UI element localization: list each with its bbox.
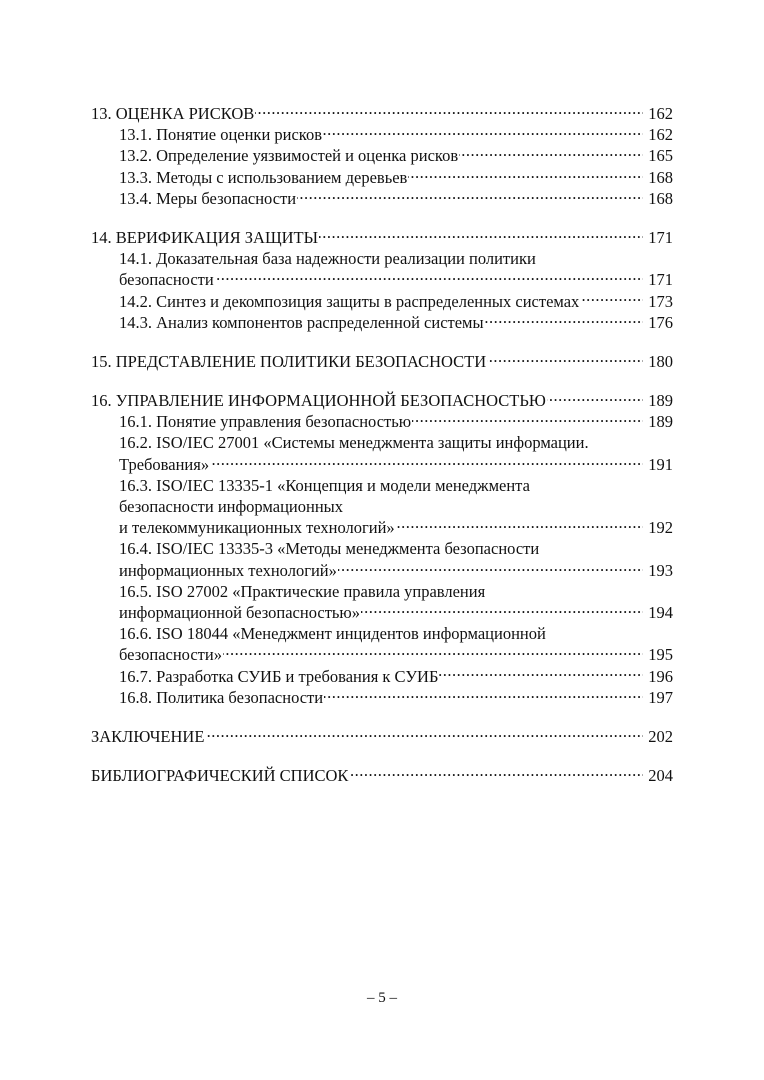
toc-page-number: 196 [648, 666, 673, 686]
toc-page-number: 162 [648, 104, 673, 123]
toc-entry-title: 16.1. Понятие управления безопасностью [119, 412, 412, 432]
toc-entry[interactable] [91, 765, 673, 786]
toc-page-number: 171 [648, 227, 673, 247]
toc-subentry[interactable] [91, 312, 673, 333]
toc-section [91, 351, 673, 372]
toc-page-number: 191 [648, 454, 673, 474]
toc-section [91, 726, 673, 747]
toc-entry-title: Требования» [119, 454, 210, 474]
toc-entry-title: 16.8. Политика безопасности [119, 687, 324, 707]
toc-page-number: 192 [648, 518, 673, 538]
toc-entry[interactable] [91, 351, 673, 372]
toc-entry-title: и телекоммуникационных технологий» [119, 518, 395, 538]
toc-entry-title: ЗАКЛЮЧЕНИЕ [91, 726, 205, 746]
toc-entry-title: безопасности информационных [119, 497, 343, 516]
toc-entry-title: 13.2. Определение уязвимостей и оценка рисков [119, 146, 459, 166]
toc-page-number: 176 [648, 312, 673, 332]
toc-entry-title: 15. ПРЕДСТАВЛЕНИЕ ПОЛИТИКИ БЕЗОПАСНОСТИ [91, 351, 487, 371]
toc-entry-title: 14.2. Синтез и декомпозиция защиты в распределенных системах [119, 291, 580, 311]
toc-subentry[interactable] [91, 560, 673, 581]
toc-entry-title: 13.4. Меры безопасности [119, 188, 297, 208]
toc-subentry[interactable] [91, 411, 673, 432]
toc-entry-title: информационной безопасностью» [119, 602, 361, 622]
toc-entry-title: 14.1. Доказательная база надежности реализации политики [119, 249, 536, 269]
toc-entry-title: 16. УПРАВЛЕНИЕ ИНФОРМАЦИОННОЙ БЕЗОПАСНОСТЬЮ [91, 391, 546, 411]
toc-entry-title: 16.6. ISO 18044 «Менеджмент инцидентов информационной [119, 624, 546, 644]
toc-entry-title: 16.4. ISO/IEC 13335-3 «Методы менеджмента безопасности [119, 539, 540, 559]
toc-subentry[interactable] [91, 454, 673, 475]
toc-page-number: 194 [648, 602, 673, 622]
toc-entry-title: БИБЛИОГРАФИЧЕСКИЙ СПИСОК [91, 766, 349, 786]
toc-section [91, 765, 673, 786]
toc-page-number: 180 [648, 351, 673, 371]
toc-entry[interactable] [91, 726, 673, 747]
toc-page-number: 173 [648, 291, 673, 311]
table-of-contents [91, 103, 673, 804]
toc-entry-title: 16.3. ISO/IEC 13335-1 «Концепция и модели менеджмента [119, 475, 530, 495]
toc-page-number: 168 [648, 188, 673, 208]
toc-page-number: 189 [648, 391, 673, 411]
toc-page-number: 197 [648, 687, 673, 707]
toc-entry-title: 14. ВЕРИФИКАЦИЯ ЗАЩИТЫ [91, 227, 318, 247]
toc-subentry[interactable] [91, 432, 673, 453]
toc-entry-title: 16.7. Разработка СУИБ и требования к СУИБ [119, 666, 439, 686]
toc-entry-title: информационных технологий» [119, 560, 337, 580]
toc-page-number: 204 [648, 766, 673, 786]
toc-section [91, 390, 673, 708]
toc-subentry[interactable] [91, 687, 673, 708]
toc-page-number: 165 [648, 146, 673, 166]
toc-section [91, 103, 673, 209]
toc-entry-title: 16.5. ISO 27002 «Практические правила управления [119, 581, 486, 601]
toc-subentry[interactable] [91, 517, 673, 538]
toc-page-number: 162 [648, 125, 673, 145]
toc-entry-title: 14.3. Анализ компонентов распределенной системы [119, 312, 484, 332]
toc-entry[interactable] [91, 227, 673, 248]
toc-page-number: 195 [648, 645, 673, 665]
page-number-footer: – 5 – [367, 990, 397, 1006]
toc-entry-title: 13.3. Методы с использованием деревьев [119, 167, 408, 187]
toc-page-number: 171 [648, 270, 673, 290]
toc-section [91, 227, 673, 333]
toc-entry-title: безопасности» [119, 645, 222, 665]
toc-entry-title: 13.1. Понятие оценки рисков [119, 125, 323, 145]
toc-subentry[interactable] [91, 188, 673, 209]
toc-page-number: 202 [648, 726, 673, 746]
toc-subentry[interactable] [91, 602, 673, 623]
toc-entry-title: безопасности [119, 270, 214, 290]
toc-page-number: 193 [648, 560, 673, 580]
toc-page-number: 168 [648, 167, 673, 187]
toc-entry-title: 16.2. ISO/IEC 27001 «Системы менеджмента защиты информации. [119, 433, 589, 453]
toc-page-number: 189 [648, 412, 673, 432]
toc-subentry[interactable] [91, 475, 673, 496]
toc-entry-title: 13. ОЦЕНКА РИСКОВ [91, 104, 255, 123]
